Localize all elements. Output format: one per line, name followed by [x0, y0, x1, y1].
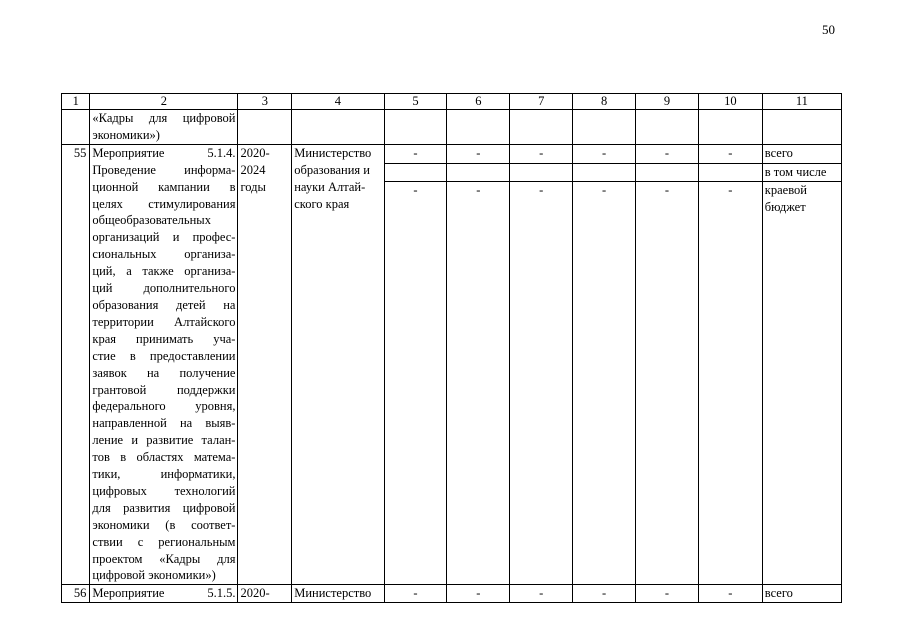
- dash-cell: -: [698, 144, 762, 163]
- dash-cell: -: [447, 144, 510, 163]
- dash-cell: -: [573, 585, 636, 603]
- page-number: 50: [822, 22, 835, 37]
- row-name: Мероприятие 5.1.5.: [90, 585, 238, 603]
- row-executor: Министерство образования и науки Алтай- ского края: [292, 144, 384, 585]
- funding-total: всего: [762, 585, 841, 603]
- funding-budget: краевой бюджет: [762, 182, 841, 585]
- header-cell: 11: [762, 94, 841, 110]
- funding-incl: в том числе: [762, 163, 841, 182]
- header-cell: 3: [238, 94, 292, 110]
- continuation-row: [62, 110, 842, 145]
- header-cell: 1: [62, 94, 90, 110]
- row-name: Мероприятие 5.1.4. Проведение информа- ционной кампании в целях стимулирования общеобразовательных организаций и профес- сиональных организа- ций, а также организа- ций дополнительного образования детей на территории Алтайского края принимать уча- стие в предоставлении заявок на получение грантовой поддержки федерального уровня, направленной на выяв- ление и развитие талан- тов в областях матема- тики, информатики, цифровых технологий для развития цифровой экономики (в соответ- ствии с региональным проектом «Кадры для цифровой экономики»): [90, 144, 238, 585]
- dash-cell: -: [510, 182, 573, 585]
- dash-cell: -: [698, 585, 762, 603]
- row-55-total: [62, 144, 842, 163]
- header-cell: 4: [292, 94, 384, 110]
- dash-cell: -: [573, 182, 636, 585]
- header-row: [62, 94, 842, 110]
- dash-cell: -: [447, 182, 510, 585]
- program-table: [61, 93, 842, 603]
- row-number: 56: [62, 585, 90, 603]
- header-cell: 7: [510, 94, 573, 110]
- dash-cell: -: [447, 585, 510, 603]
- header-cell: 10: [698, 94, 762, 110]
- row-executor: Министерство: [292, 585, 384, 603]
- dash-cell: -: [510, 144, 573, 163]
- dash-cell: -: [573, 144, 636, 163]
- header-cell: 5: [384, 94, 447, 110]
- header-cell: 8: [573, 94, 636, 110]
- row-56: [62, 585, 842, 603]
- dash-cell: -: [698, 182, 762, 585]
- dash-cell: -: [510, 585, 573, 603]
- dash-cell: -: [636, 585, 699, 603]
- dash-cell: -: [636, 144, 699, 163]
- row-number: 55: [62, 144, 90, 585]
- dash-cell: -: [384, 182, 447, 585]
- row-years: 2020- 2024 годы: [238, 144, 292, 585]
- header-cell: 2: [90, 94, 238, 110]
- continuation-text: «Кадры для цифровой экономики»): [90, 110, 238, 145]
- dash-cell: -: [384, 585, 447, 603]
- funding-total: всего: [762, 144, 841, 163]
- header-cell: 6: [447, 94, 510, 110]
- row-years: 2020-: [238, 585, 292, 603]
- dash-cell: -: [636, 182, 699, 585]
- header-cell: 9: [636, 94, 699, 110]
- dash-cell: -: [384, 144, 447, 163]
